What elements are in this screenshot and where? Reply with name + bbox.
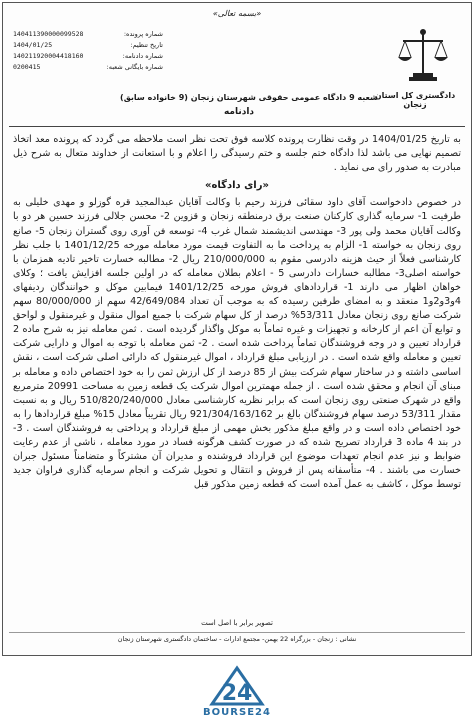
court-document [2, 2, 472, 656]
document-inner [9, 7, 465, 651]
meta-row-verdict-number: شماره دادنامه: 140211920004418160 [13, 52, 163, 60]
bourse24-watermark [172, 664, 302, 720]
svg-text:24: 24 [221, 681, 253, 706]
meta-row-case-number: شماره پرونده: 140411390000099528 [13, 30, 163, 38]
scales-of-justice-icon [395, 25, 451, 85]
verdict-title: «رای دادگاه» [205, 180, 269, 192]
verdict-body: در خصوص دادخواست آقای داود سقائی فرزند رحیم با وکالت آقایان عبدالمجید قره گوزلو و مهدی خلیلی به طرفیت 1- سرمایه گذاری کارکنان صنعت برق درمنطقه زنجان و قزوین 2- محسن جلالی فرزند حسین هر دو با وکالت آقایان محمد ولی پور 3- مهندسی اندیشمند شمال غرب 4- توسعه فن آوری روی گستران زنجان 5- صانع روی زنجان به خواسته 1- الزام به پرداخت ما به التفاوت قیمت مورد معامله مورخه 1401/12/25 با جلب نظر کارشناسی فعلاً از حیث هزینه دادرسی مقوم به 210/000/000 ریال 2- مطالبه خسارت تاخیر تادیه همزمان با خواسته اصلی3- مطالبه خسارات دادرسی 5 - اعلام بطلان معامله که در اولین جلسه افزایش یافت ؛ وکلای خواهان اظهار می دارند 1- قراردادهای فروش مورخه 1401/12/25 فیمابین موکل و خوانندگان ردیفهای 4و3و2و1 منعقد و به امضای طرفین رسیده که به موجب آن تعداد 42/649/084 سهم از 80/000/000 سهم شرکت صانع روی زنجان معادل 53/311% درصد از کل سهام شرکت با جمیع اموال منقول و غیرمنقول و لواحق و توابع آن اعم از کارخانه و تجهیزات و غیره تماماً به موکل واگذار گردیده است . ثمن معامله نیز به شرح ماده 2 قرارداد تعیین و در وجه فروشندگان تماماً پرداخت شده است . 2- ثمن معامله با توجه به اموال و دارایی شرکت تعیین و معامله واقع شده است . در ارزیابی مبلغ قرارداد ، اموال غیرمنقول که دارائی اصلی شرکت است ، نقش اساسی داشته و در ساختار سهام شرکت بیش از 85 درصد از کل ارزش ثمن را به خود اختصاص داده و معامله بر مبنای آن انجام و محقق شده است . از جمله مهمترین اموال شرکت یک قطعه زمین به مساحت 20991 مترمربع واقع در شهرک صنعتی روی زنجان است که برابر نظریه کارشناسی معادل 510/820/240/000 ریال و به نسبت مقدار 53/311 درصد سهام فروشندگان بالغ بر 921/304/163/162 ریال تقریباً معادل 15% مبلغ قراردادها را به خود اختصاص داده است و در واقع مبلغ مذکور بخش مهمی از مبلغ قرارداد و پرداختی به فروشندگان است . 3- در بند 4 ماده 3 قرارداد تصریح شده که در صورت کشف هرگونه فساد در مورد معامله ، ناشی از عدم رعایت ضوابط و نیز عدم انجام تعهدات موضوع این قرارداد فروشنده و مدیران آن مشترکاً و متضامناً مسئول جبران خسارت می باشند . 4- متأسفانه پس از فروش و انتقال و تحویل شرکت و انجام سرمایه گذاری فراوان جدید توسط موکل ، کاشف به عمل آمده است که قطعه زمین مذکور قبل [13, 197, 462, 491]
case-meta [13, 29, 163, 73]
meta-row-date: تاریخ تنظیم: 1404/01/25 [13, 41, 163, 49]
bourse24-logo-icon [172, 664, 302, 708]
intro-paragraph: به تاریخ 1404/01/25 در وقت نظارت پرونده کلاسه فوق تحت نظر است ملاحظه می گردد که پرونده معد اتخاذ تصمیم نهایی می باشد لذا دادگاه ختم جلسه و ختم رسیدگی را اعلام و با استعانت از خداوند متعال به شرح ذیل مبادرت به صدور رای می نماید . [13, 134, 461, 174]
bismillah-line: «بسمه تعالی» [212, 9, 262, 18]
copy-certification: تصویر برابر با اصل است [201, 619, 273, 627]
court-branch: شعبه 9 دادگاه عمومی حقوقی شهرستان زنجان (9 خانواده سابق) [120, 93, 378, 102]
document-type: دادنامه [223, 107, 255, 117]
meta-row-archive-number: شماره بایگانی شعبه: 0200415 [13, 63, 163, 71]
court-name: دادگستری کل استان زنجان [374, 91, 456, 109]
bourse24-logo-text: BOURSE24 [203, 707, 271, 718]
document-header [9, 7, 465, 127]
court-address: نشانی : زنجان - بزرگراه 22 بهمن- مجتمع ادارات - ساختمان دادگستری شهرستان زنجان [9, 632, 465, 643]
